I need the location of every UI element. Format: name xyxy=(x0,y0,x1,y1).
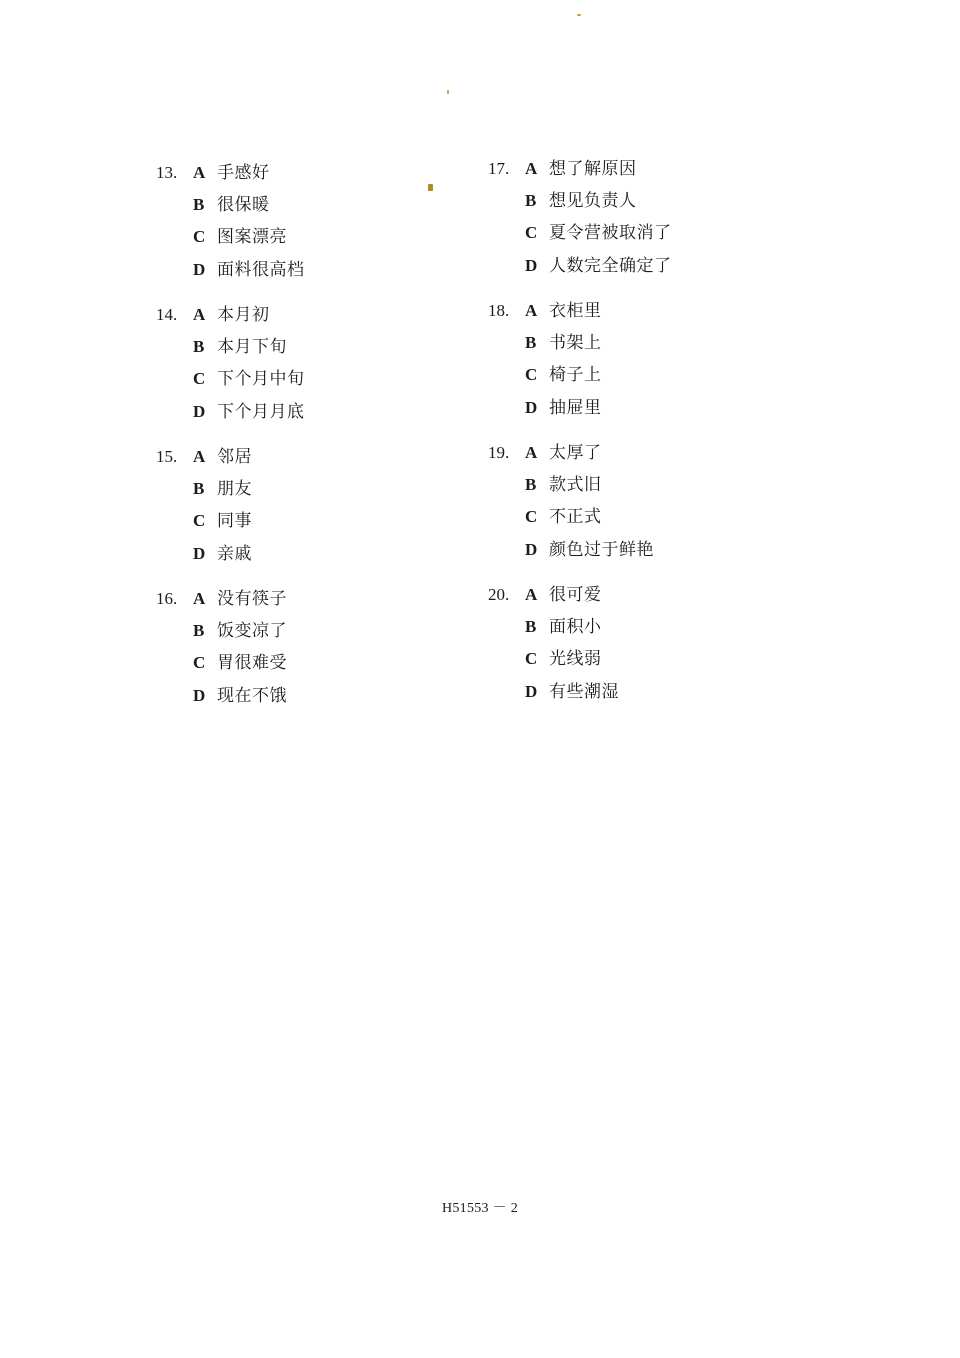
answer-option xyxy=(193,192,270,224)
option-text: 面积小 xyxy=(549,617,602,637)
question-item xyxy=(156,586,456,728)
option-text: 想见负责人 xyxy=(549,191,637,211)
answer-option xyxy=(193,683,287,715)
option-letter: C xyxy=(193,653,206,672)
option-text: 书架上 xyxy=(549,333,602,353)
answer-option xyxy=(525,156,637,188)
option-text: 下个月月底 xyxy=(217,402,305,422)
option-text: 不正式 xyxy=(549,507,602,527)
option-letter: D xyxy=(525,256,538,275)
option-text: 衣柜里 xyxy=(549,301,602,321)
answer-option xyxy=(193,257,305,289)
option-text: 胃很难受 xyxy=(217,653,287,673)
option-letter: D xyxy=(193,544,206,563)
option-text: 没有筷子 xyxy=(217,589,287,609)
answer-option xyxy=(193,334,287,366)
answer-option xyxy=(193,444,252,476)
option-letter: C xyxy=(525,365,538,384)
option-letter: B xyxy=(525,475,537,494)
question-item xyxy=(488,298,788,440)
question-number: 19. xyxy=(488,443,510,462)
question-item xyxy=(488,582,788,724)
question-number: 16. xyxy=(156,589,178,608)
option-text: 图案漂亮 xyxy=(217,227,287,247)
option-letter: D xyxy=(193,260,206,279)
option-letter: A xyxy=(193,305,206,324)
option-letter: C xyxy=(525,507,538,526)
option-text: 同事 xyxy=(217,511,252,531)
option-letter: A xyxy=(525,443,538,462)
question-number: 13. xyxy=(156,163,178,182)
option-text: 本月下旬 xyxy=(217,337,287,357)
answer-option xyxy=(193,160,270,192)
answer-option xyxy=(193,586,287,618)
option-letter: D xyxy=(525,398,538,417)
option-text: 很保暖 xyxy=(217,195,270,215)
option-letter: C xyxy=(193,369,206,388)
option-letter: B xyxy=(525,617,537,636)
question-item xyxy=(156,444,456,586)
option-text: 夏令营被取消了 xyxy=(549,223,672,243)
option-text: 手感好 xyxy=(217,163,270,183)
option-letter: B xyxy=(525,333,537,352)
option-letter: C xyxy=(193,227,206,246)
option-text: 很可爱 xyxy=(549,585,602,605)
question-number: 14. xyxy=(156,305,178,324)
option-letter: B xyxy=(193,479,205,498)
question-number: 15. xyxy=(156,447,178,466)
option-text: 有些潮湿 xyxy=(549,682,619,702)
question-item xyxy=(156,302,456,444)
question-item xyxy=(488,440,788,582)
option-letter: A xyxy=(193,447,206,466)
answer-option xyxy=(525,537,654,569)
option-letter: C xyxy=(525,649,538,668)
option-letter: A xyxy=(525,159,538,178)
option-letter: D xyxy=(525,540,538,559)
option-text: 邻居 xyxy=(217,447,252,467)
option-letter: B xyxy=(193,195,205,214)
answer-option xyxy=(193,618,287,650)
question-item xyxy=(156,160,456,302)
option-text: 太厚了 xyxy=(549,443,602,463)
option-letter: D xyxy=(193,686,206,705)
answer-option xyxy=(525,582,602,614)
answer-option xyxy=(525,440,602,472)
option-letter: C xyxy=(193,511,206,530)
answer-option xyxy=(525,472,602,504)
option-text: 本月初 xyxy=(217,305,270,325)
answer-option xyxy=(525,614,602,646)
option-text: 想了解原因 xyxy=(549,159,637,179)
option-letter: B xyxy=(525,191,537,210)
answer-option xyxy=(525,220,672,252)
page-footer-code: H51553 － 2 xyxy=(441,1201,519,1216)
answer-option xyxy=(193,508,252,540)
answer-option xyxy=(525,330,602,362)
question-number: 17. xyxy=(488,159,510,178)
answer-option xyxy=(193,476,252,508)
option-text: 现在不饿 xyxy=(217,686,287,706)
option-letter: A xyxy=(525,301,538,320)
option-letter: D xyxy=(193,402,206,421)
question-item xyxy=(488,156,788,298)
answer-option xyxy=(525,646,602,678)
option-letter: C xyxy=(525,223,538,242)
option-text: 椅子上 xyxy=(549,365,602,385)
answer-option xyxy=(193,302,270,334)
answer-option xyxy=(193,224,287,256)
option-text: 亲戚 xyxy=(217,544,252,564)
answer-option xyxy=(525,298,602,330)
option-letter: A xyxy=(193,589,206,608)
scan-speck xyxy=(577,14,581,16)
option-text: 下个月中旬 xyxy=(217,369,305,389)
answer-option xyxy=(193,399,305,431)
answer-option xyxy=(193,541,252,573)
option-text: 光线弱 xyxy=(549,649,602,669)
answer-option xyxy=(193,650,287,682)
answer-option xyxy=(525,362,602,394)
question-number: 20. xyxy=(488,585,510,604)
questions-right-column xyxy=(488,156,788,724)
option-letter: A xyxy=(525,585,538,604)
answer-option xyxy=(193,366,305,398)
option-letter: A xyxy=(193,163,206,182)
answer-option xyxy=(525,679,619,711)
option-letter: B xyxy=(193,337,205,356)
option-text: 朋友 xyxy=(217,479,252,499)
option-text: 面料很高档 xyxy=(217,260,305,280)
answer-option xyxy=(525,188,637,220)
option-letter: B xyxy=(193,621,205,640)
answer-option xyxy=(525,395,602,427)
option-text: 抽屉里 xyxy=(549,398,602,418)
questions-left-column xyxy=(156,160,456,728)
question-number: 18. xyxy=(488,301,510,320)
answer-option xyxy=(525,504,602,536)
option-text: 颜色过于鲜艳 xyxy=(549,540,654,560)
scan-speck xyxy=(447,90,449,94)
answer-option xyxy=(525,253,672,285)
option-text: 款式旧 xyxy=(549,475,602,495)
option-text: 人数完全确定了 xyxy=(549,256,672,276)
option-text: 饭变凉了 xyxy=(217,621,287,641)
option-letter: D xyxy=(525,682,538,701)
